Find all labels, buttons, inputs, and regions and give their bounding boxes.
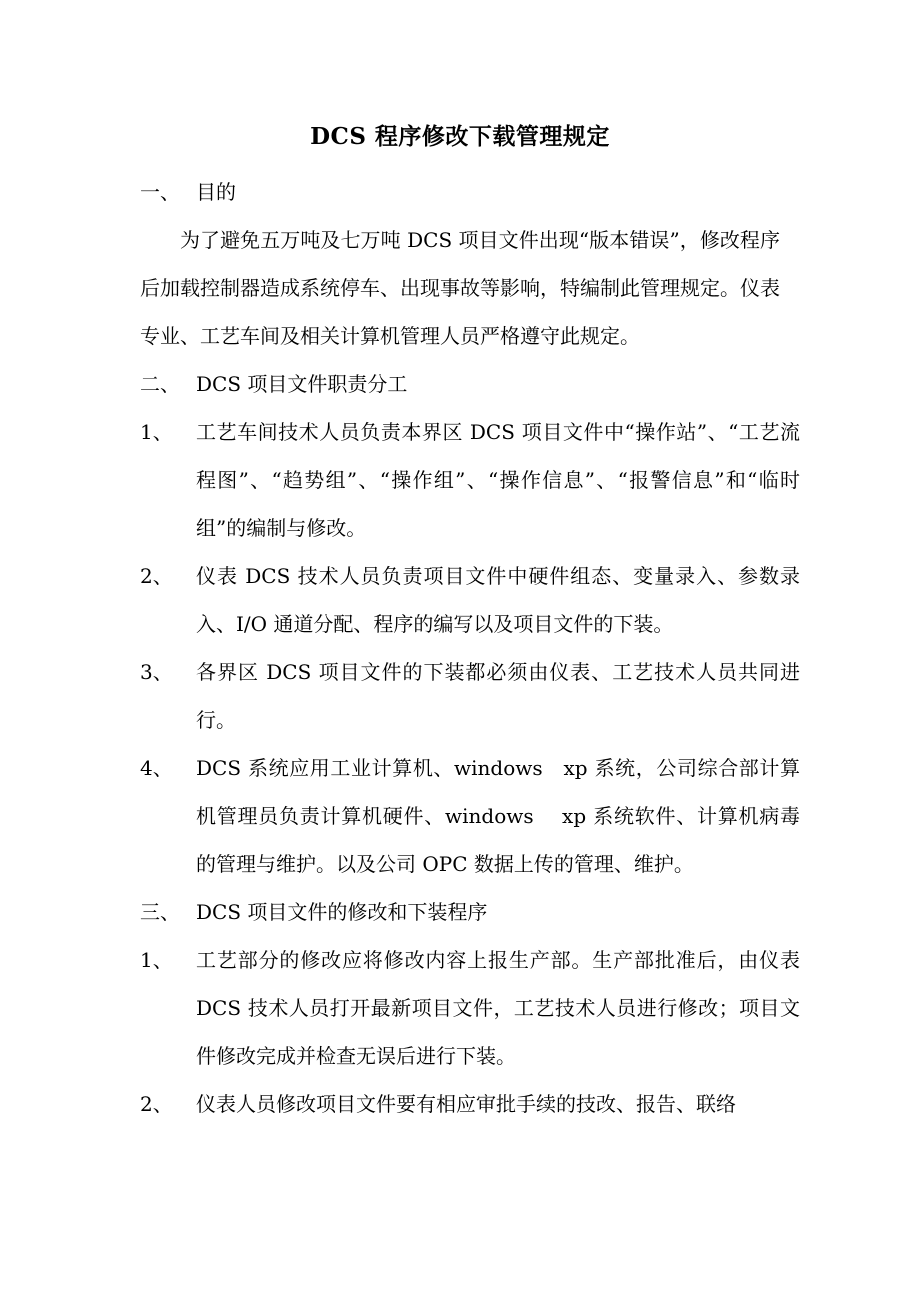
duty-item bbox=[140, 648, 800, 744]
section-heading-purpose bbox=[140, 168, 800, 216]
item-number: 1、 bbox=[140, 948, 173, 972]
item-text: 工艺车间技术人员负责本界区 DCS 项目文件中“操作站”、“工艺流程图”、“趋势组”、“操作组”、“操作信息”、“报警信息”和“临时组”的编制与修改。 bbox=[196, 420, 800, 540]
item-number: 2、 bbox=[140, 564, 173, 588]
item-text: 工艺部分的修改应将修改内容上报生产部。生产部批准后，由仪表 DCS 技术人员打开最新项目文件，工艺技术人员进行修改；项目文件修改完成并检查无误后进行下装。 bbox=[196, 948, 807, 1068]
duty-item bbox=[140, 408, 800, 552]
item-text: DCS 系统应用工业计算机、windows xp 系统，公司综合部计算机管理员负责计算机硬件、windows xp 系统软件、计算机病毒的管理与维护。以及公司 OPC 数据上传的管理、维护。 bbox=[196, 756, 800, 876]
procedure-item bbox=[140, 1080, 800, 1128]
section-title: 目的 bbox=[196, 180, 236, 204]
section-number: 一、 bbox=[140, 180, 180, 204]
section-title: DCS 项目文件的修改和下装程序 bbox=[196, 900, 488, 924]
section-heading-procedures bbox=[140, 888, 800, 936]
duty-item bbox=[140, 744, 800, 888]
purpose-paragraph: 为了避免五万吨及七万吨 DCS 项目文件出现“版本错误”，修改程序后加载控制器造成系统停车、出现事故等影响，特编制此管理规定。仪表专业、工艺车间及相关计算机管理人员严格遵守此规定。 bbox=[140, 228, 780, 348]
section-title: DCS 项目文件职责分工 bbox=[196, 372, 408, 396]
item-text: 仪表 DCS 技术人员负责项目文件中硬件组态、变量录入、参数录入、I/O 通道分配、程序的编写以及项目文件的下装。 bbox=[196, 564, 800, 636]
item-number: 4、 bbox=[140, 756, 173, 780]
item-number: 3、 bbox=[140, 660, 173, 684]
item-text: 各界区 DCS 项目文件的下装都必须由仪表、工艺技术人员共同进行。 bbox=[196, 660, 800, 732]
item-number: 2、 bbox=[140, 1092, 173, 1116]
document-body bbox=[140, 168, 807, 1128]
item-text: 仪表人员修改项目文件要有相应审批手续的技改、报告、联络 bbox=[196, 1092, 736, 1116]
duty-item bbox=[140, 552, 800, 648]
procedure-item bbox=[140, 936, 807, 1080]
section-number: 二、 bbox=[140, 372, 180, 396]
section-number: 三、 bbox=[140, 900, 180, 924]
section-heading-duties bbox=[140, 360, 800, 408]
document-title: DCS 程序修改下载管理规定 bbox=[310, 123, 610, 150]
item-number: 1、 bbox=[140, 420, 173, 444]
